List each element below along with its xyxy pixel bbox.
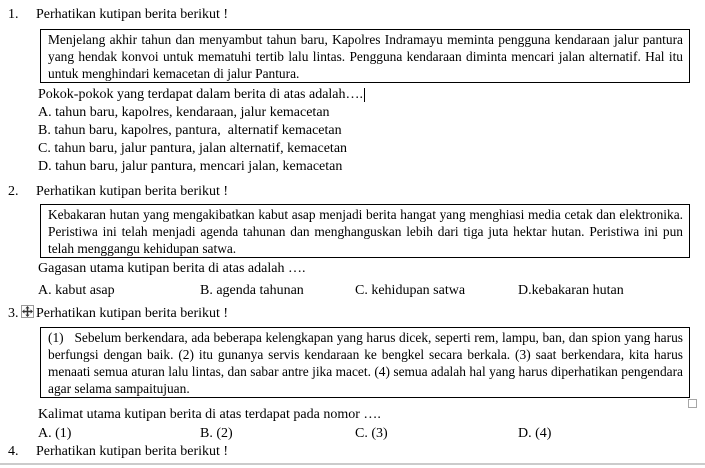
option-b[interactable]: B. tahun baru, kapolres, pantura, alternatif kemacetan: [38, 123, 342, 138]
options-row: [0, 426, 705, 444]
passage-text[interactable]: Menjelang akhir tahun dan menyambut tahun baru, Kapolres Indramayu meminta pengguna kendaraan jalur pantura yang hendak konvoi untuk mematuhi tertib lalu lintas. Pengguna kendaraan diminta mencari jalan alternatif. Hal itu untuk menghindari kemacetan di jalur Pantura.: [48, 32, 687, 81]
question-stem[interactable]: Gagasan utama kutipan berita di atas adalah ….: [38, 261, 306, 276]
question-stem[interactable]: Kalimat utama kutipan berita di atas terdapat pada nomor ….: [38, 407, 381, 422]
page-boundary-divider: [0, 463, 705, 465]
question-number: 4.: [8, 444, 19, 459]
passage-text[interactable]: Kebakaran hutan yang mengakibatkan kabut asap menjadi berita hangat yang menghiasi media cetak dan elektronika. Peristiwa ini telah menjadi agenda tahunan dan menghanguskan lebih dari tiga juta hektar hutan. Peristiwa ini pun telah menggangu kehidupan satwa.: [48, 207, 687, 256]
option-a[interactable]: A. (1): [38, 426, 72, 441]
option-c[interactable]: C. kehidupan satwa: [355, 283, 466, 298]
question-number: 2.: [8, 184, 19, 199]
passage-box[interactable]: [40, 327, 690, 398]
question-1-heading: [0, 7, 705, 25]
question-prompt[interactable]: Perhatikan kutipan berita berikut !: [36, 184, 229, 199]
passage-box[interactable]: [40, 29, 690, 83]
question-prompt[interactable]: Perhatikan kutipan berita berikut !: [36, 306, 229, 321]
question-2-heading: [0, 184, 705, 202]
option-c[interactable]: C. tahun baru, jalur pantura, jalan alternatif, kemacetan: [38, 141, 348, 156]
text-cursor: [364, 88, 365, 102]
option-a[interactable]: A. tahun baru, kapolres, kendaraan, jalur kemacetan: [38, 105, 330, 120]
question-number: 1.: [8, 7, 19, 22]
question-4-heading: [0, 444, 705, 462]
option-a[interactable]: A. kabut asap: [38, 283, 115, 298]
table-resize-handle[interactable]: [688, 399, 697, 408]
table-move-handle-icon[interactable]: [21, 305, 34, 318]
question-3-heading: [0, 306, 705, 324]
option-d[interactable]: D. (4): [518, 426, 552, 441]
option-d[interactable]: D. tahun baru, jalur pantura, mencari jalan, kemacetan: [38, 159, 343, 174]
option-d[interactable]: D.kebakaran hutan: [518, 283, 624, 298]
question-number: 3.: [8, 306, 19, 321]
question-prompt[interactable]: Perhatikan kutipan berita berikut !: [36, 444, 229, 459]
option-b[interactable]: B. agenda tahunan: [200, 283, 304, 298]
option-b[interactable]: B. (2): [200, 426, 233, 441]
option-c[interactable]: C. (3): [355, 426, 388, 441]
question-stem[interactable]: Pokok-pokok yang terdapat dalam berita di atas adalah….: [38, 87, 364, 102]
options-row: [0, 283, 705, 301]
passage-text[interactable]: (1) Sebelum berkendara, ada beberapa kelengkapan yang harus dicek, seperti rem, lampu, ban, dan spion yang harus berfungsi dengan baik. (2) itu gunanya servis kendaraan ke bengkel secara berkala. (3) saat berkendara, kita harus menaati semua aturan lalu lintas, dan sabar antre jika macet. (4) semua adalah hal yang harus diperhatikan pengendara agar selama sampaitujuan.: [48, 330, 687, 396]
question-prompt[interactable]: Perhatikan kutipan berita berikut !: [36, 7, 229, 22]
passage-box[interactable]: [40, 204, 690, 258]
four-way-arrow-icon: [22, 306, 33, 317]
